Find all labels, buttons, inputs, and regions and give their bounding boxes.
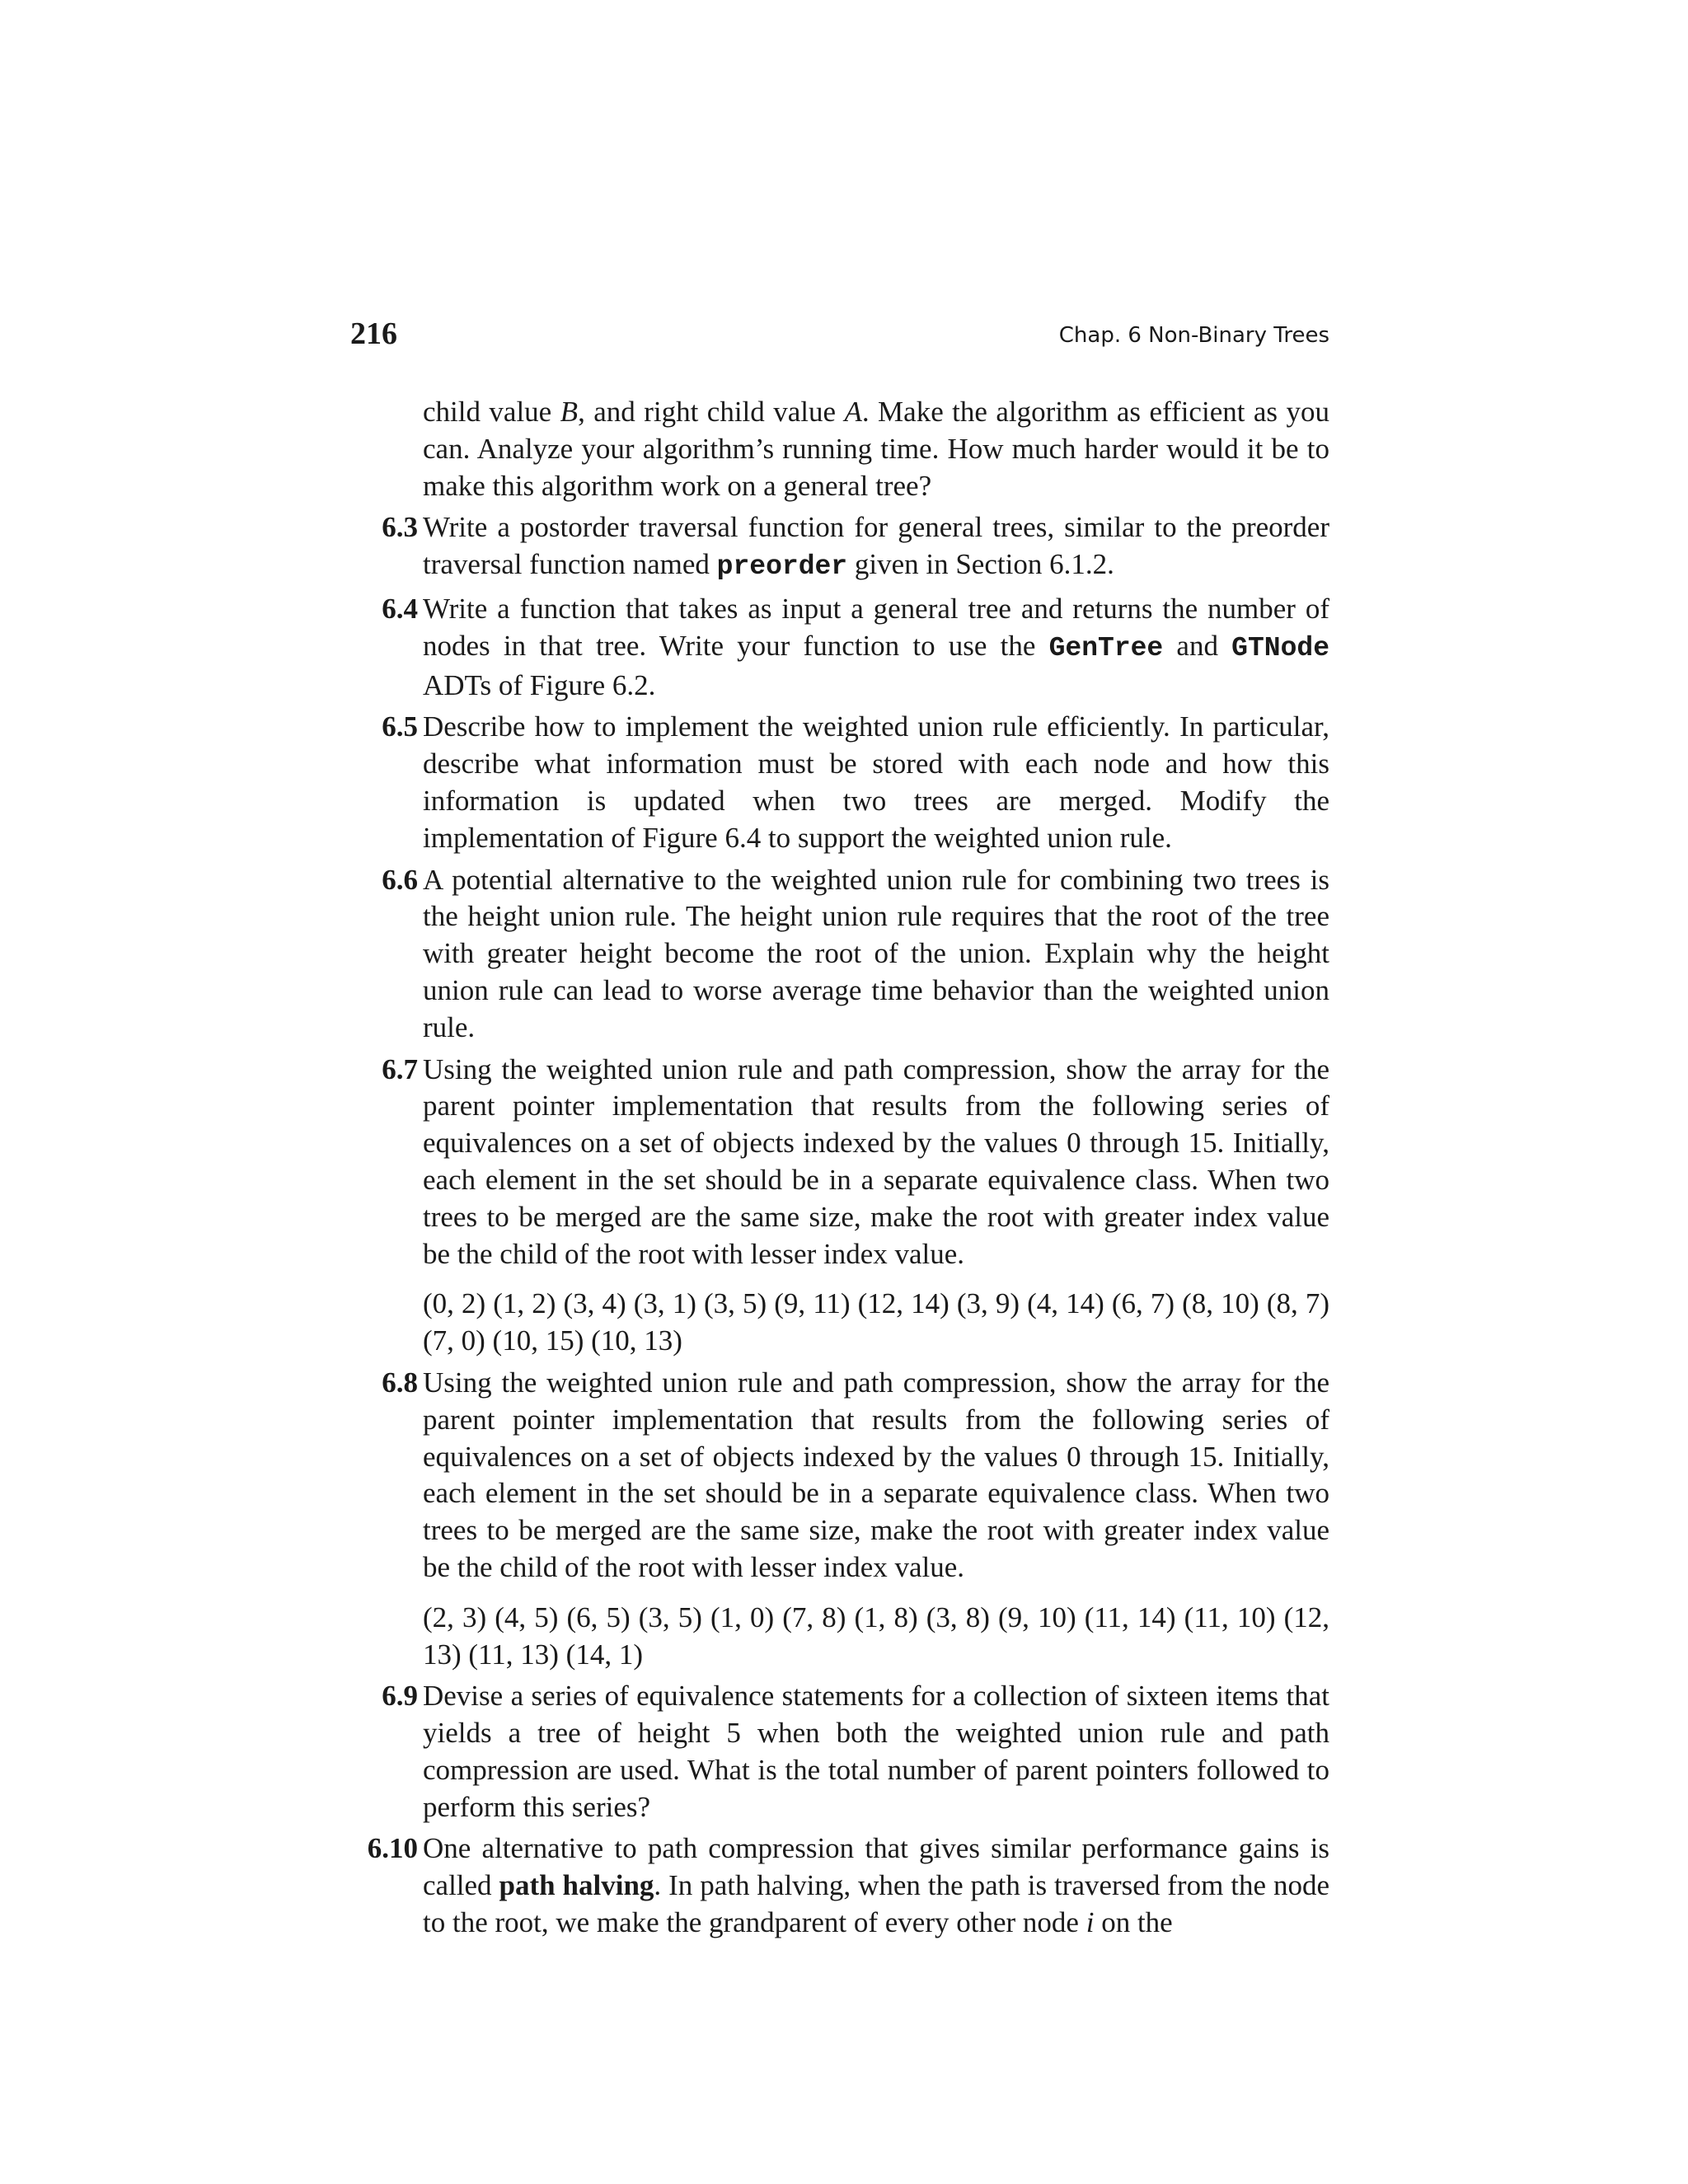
page-number: 216 — [350, 316, 397, 351]
term-path-halving: path halving — [499, 1869, 654, 1902]
variable-a: A — [844, 396, 862, 428]
exercise-6-3 — [350, 509, 1329, 586]
exercise-text: Devise a series of equivalence statements for a collection of sixteen items that yields a tree of height 5 when both the weighted union rule and path compression are used. What is the total number of parent pointers followed to perform this series? — [423, 1680, 1329, 1823]
exercise-number: 6.4 — [382, 592, 418, 625]
equivalence-sequence: (0, 2) (1, 2) (3, 4) (3, 1) (3, 5) (9, 11) (12, 14) (3, 9) (4, 14) (6, 7) (8, 10) (8, 7) (7, 0) (10, 15) (10, 13) — [423, 1287, 1329, 1357]
variable-b: B — [560, 396, 579, 428]
exercise-text: Describe how to implement the weighted union rule efficiently. In particular, describe what information must be stored with each node and how this information is updated when two trees are merged. Modify the implementation of Figure 6.4 to support the weighted union rule. — [423, 710, 1329, 854]
exercise-number: 6.9 — [382, 1680, 418, 1713]
exercise-6-10 — [350, 1830, 1329, 1941]
variable-i: i — [1085, 1906, 1095, 1939]
exercise-number: 6.10 — [367, 1832, 418, 1865]
exercise-6-9 — [350, 1678, 1329, 1825]
exercise-number: 6.5 — [382, 710, 418, 743]
exercise-text: Write a function that takes as input a general tree and returns the number of nodes in that tree. Write your function to use the GenTree and GTNode ADTs of Figure 6.2. — [423, 592, 1329, 701]
page-header — [350, 313, 1329, 363]
exercise-text: One alternative to path compression that gives similar performance gains is called path halving. In path halving, when the path is traversed from the node to the root, we make the grandparent of every other node i on the — [423, 1832, 1329, 1939]
code-gtnode: GTNode — [1231, 632, 1329, 663]
code-gentree: GenTree — [1048, 632, 1164, 663]
code-preorder: preorder — [716, 551, 848, 583]
exercise-number: 6.7 — [382, 1052, 418, 1085]
exercise-number: 6.8 — [382, 1366, 418, 1399]
exercise-6-4 — [350, 591, 1329, 704]
running-head: Chap. 6 Non-Binary Trees — [1058, 323, 1329, 348]
exercise-text: Using the weighted union rule and path compression, show the array for the parent pointer implementation that results from the following series of equivalences on a set of objects indexed by the values 0 through 15. Initially, each element in the set should be in a separate equivalence class. When two trees to be merged are the same size, make the root with greater index value be the child of the root with lesser index value. — [423, 1366, 1329, 1583]
exercise-text: A potential alternative to the weighted union rule for combining two trees is the height union rule. The height union rule requires that the root of the tree with greater height become the root of the union. Explain why the height union rule can lead to worse average time behavior than the weighted union rule. — [423, 863, 1329, 1043]
exercise-text: Write a postorder traversal function for general trees, similar to the preorder traversal function named preorder given in Section 6.1.2. — [423, 511, 1329, 583]
exercise-number: 6.3 — [382, 511, 418, 544]
equivalence-sequence: (2, 3) (4, 5) (6, 5) (3, 5) (1, 0) (7, 8) (1, 8) (3, 8) (9, 10) (11, 14) (11, 10) (12, 13) (11, 13) (14, 1) — [423, 1601, 1329, 1671]
exercise-text: Using the weighted union rule and path compression, show the array for the parent pointer implementation that results from the following series of equivalences on a set of objects indexed by the values 0 through 15. Initially, each element in the set should be in a separate equivalence class. When two trees to be merged are the same size, make the root with greater index value be the child of the root with lesser index value. — [423, 1052, 1329, 1270]
page-body — [350, 394, 1329, 1947]
exercise-6-7 — [350, 1052, 1329, 1360]
exercise-6-6 — [350, 862, 1329, 1047]
exercise-6-8 — [350, 1365, 1329, 1673]
exercise-continuation: child value B, and right child value A. Make the algorithm as efficient as you can. Analyze your algorithm’s running time. How much harder would it be to make this algorithm work on a general tree? — [423, 396, 1329, 502]
exercise-6-5 — [350, 709, 1329, 856]
exercise-number: 6.6 — [382, 863, 418, 896]
